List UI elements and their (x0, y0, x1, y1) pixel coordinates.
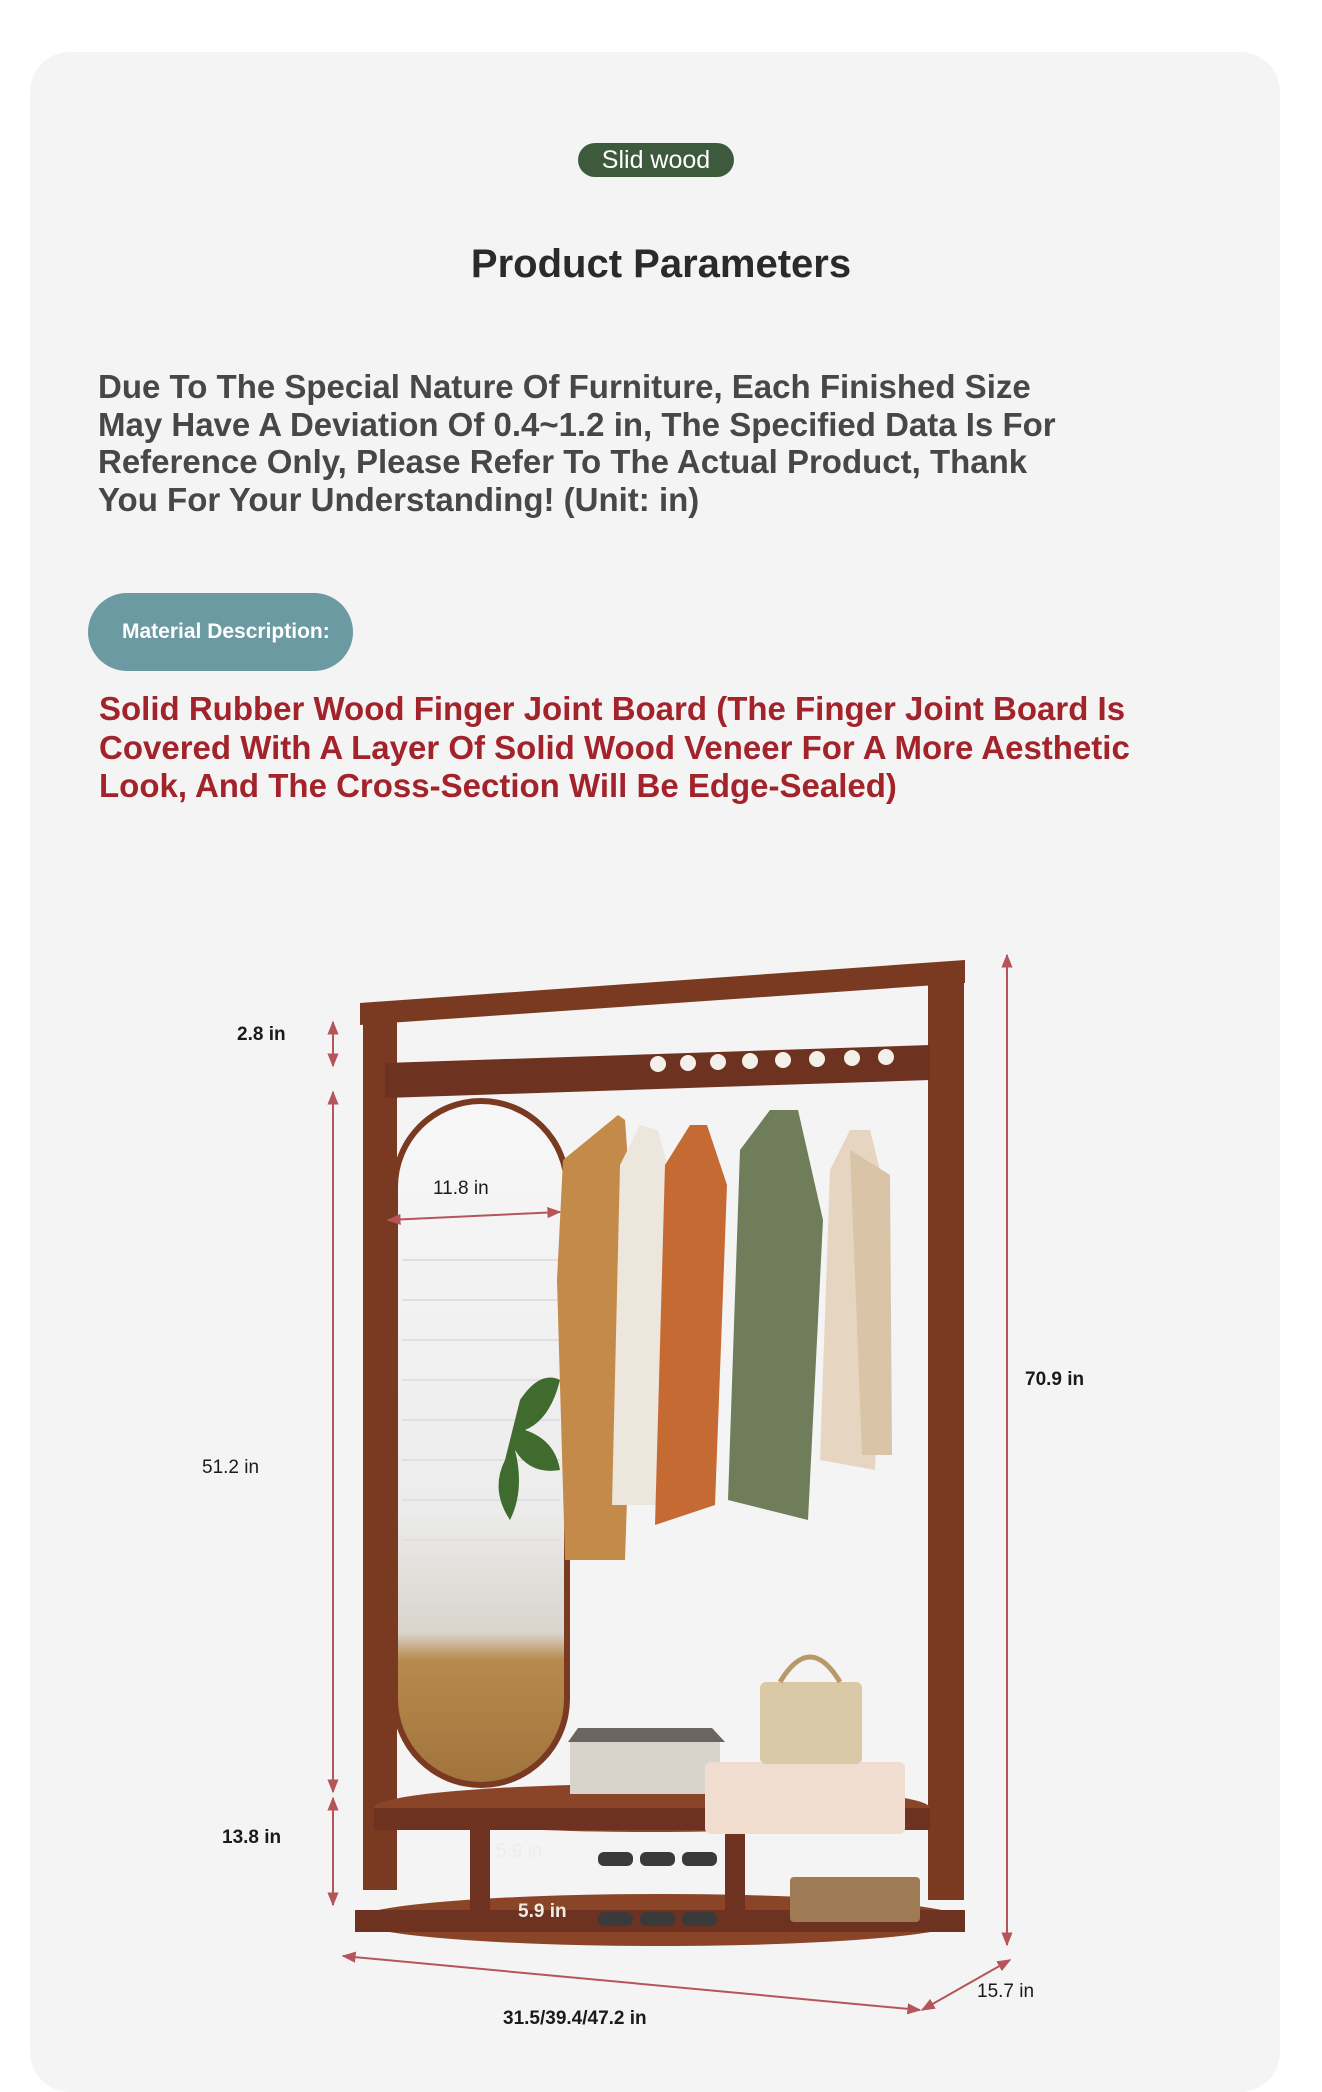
page-title: Product Parameters (470, 242, 852, 286)
base-height-dimension-label: 13.8 in (222, 1827, 282, 1848)
width-dimension-line (343, 1956, 920, 2010)
mirror-width-dimension-label: 11.8 in (433, 1178, 489, 1199)
mirror-height-dimension-label: 51.2 in (202, 1457, 260, 1478)
oval-mirror (392, 1098, 570, 1788)
material-description-text: Solid Rubber Wood Finger Joint Board (The Finger Joint Board Is Covered With A Layer Of Solid Wood Veneer For A More Aesthetic Look, And The Cross-Section Will Be Edge-Sealed) (99, 690, 1130, 804)
lower-shelf-dimension-label: 5.9 in (518, 1901, 567, 1922)
total-height-dimension-label: 70.9 in (1025, 1369, 1085, 1390)
material-description-label: Material Description: (88, 593, 353, 671)
size-deviation-notice: Due To The Special Nature Of Furniture, Each Finished Size May Have A Deviation Of 0.4~1.2 in, The Specified Data Is For Reference Only, Please Refer To The Actual Product, Thank You For Your Understanding! (Unit: in) (98, 368, 1056, 518)
material-badge: Slid wood (578, 143, 734, 177)
width-dimension-label: 31.5/39.4/47.2 in (503, 2008, 647, 2029)
hanging-clothes (557, 1110, 892, 1560)
depth-dimension-label: 15.7 in (977, 1981, 1035, 2002)
top-rail-dimension-label: 2.8 in (237, 1024, 286, 1045)
upper-shelf-dimension-label: 5.9 in (496, 1841, 543, 1862)
